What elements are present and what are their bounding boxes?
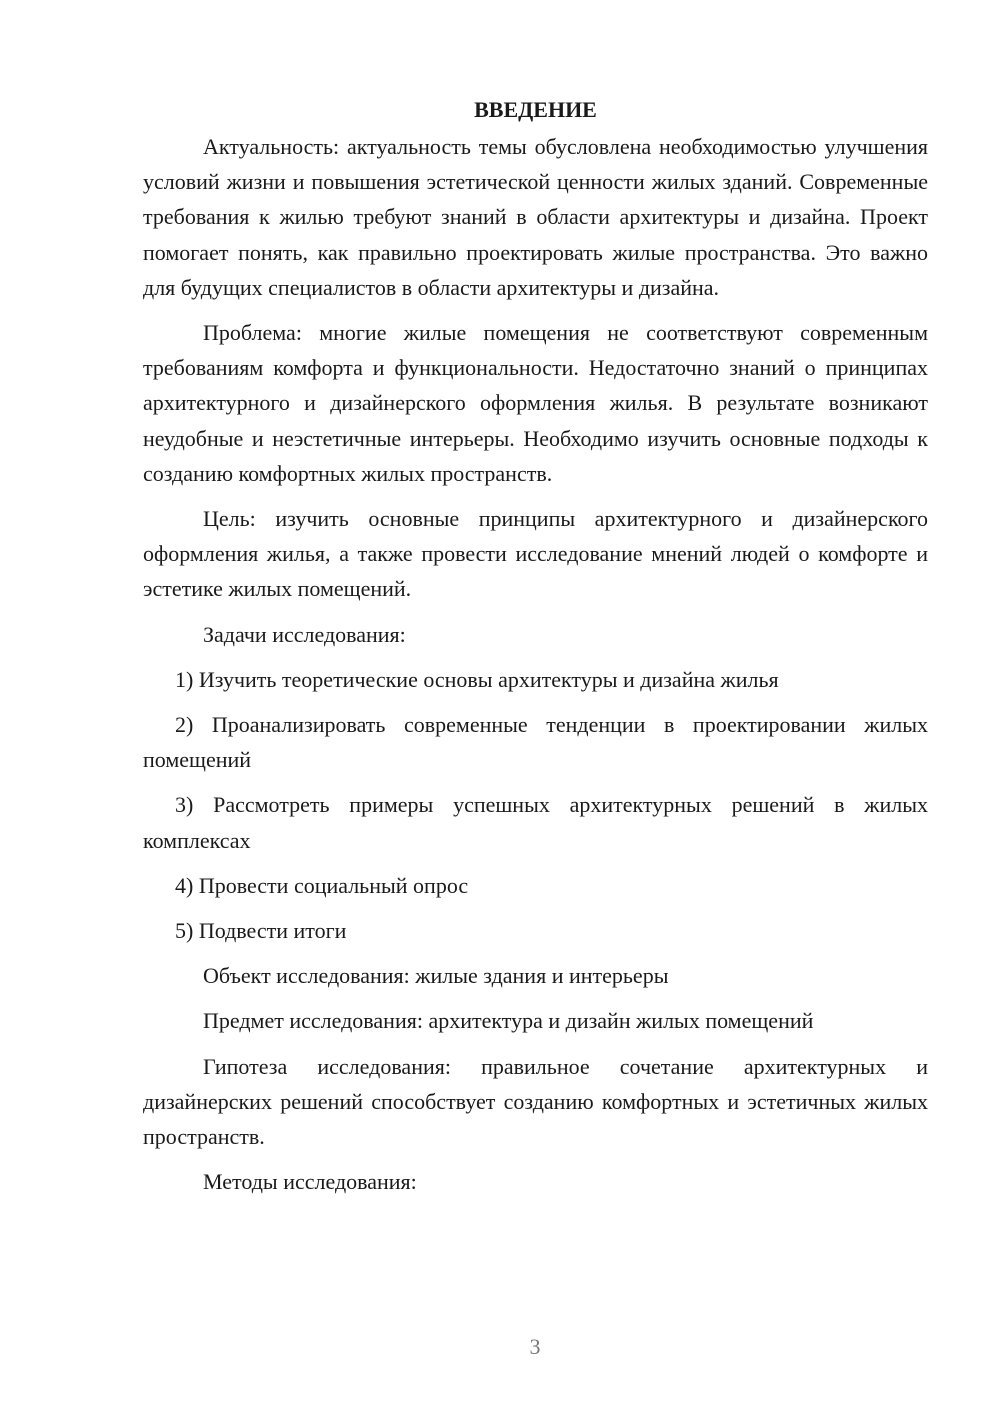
task-item-3: 3) Рассмотреть примеры успешных архитектурных решений в жилых комплексах: [143, 792, 928, 853]
methods-heading: Методы исследования:: [203, 1169, 417, 1195]
task-item-5: 5) Подвести итоги: [175, 918, 347, 944]
task-item-4: 4) Провести социальный опрос: [175, 872, 469, 898]
subject-paragraph: Предмет исследования: архитектура и дизайн жилых помещений: [203, 1008, 814, 1034]
goal-paragraph: Цель: изучить основные принципы архитектурного и дизайнерского оформления жилья, а также провести исследование мнений людей о комфорте и эстетике жилых помещений.: [143, 506, 928, 602]
page-title: ВВЕДЕНИЕ: [474, 97, 597, 122]
relevance-paragraph: Актуальность: актуальность темы обусловлена необходимостью улучшения условий жизни и повышения эстетической ценности жилых зданий. Современные требования к жилью требуют знаний в области архитектуры и дизайна. Проект помогает понять, как правильно проектировать жилые пространства. Это важно для будущих специалистов в области архитектуры и дизайна.: [143, 134, 928, 300]
hypothesis-paragraph: Гипотеза исследования: правильное сочетание архитектурных и дизайнерских решений способствует созданию комфортных и эстетичных жилых пространств.: [143, 1053, 928, 1150]
page-number: 3: [529, 1334, 541, 1359]
tasks-heading: Задачи исследования:: [203, 621, 406, 647]
problem-paragraph: Проблема: многие жилые помещения не соответствуют современным требованиям комфорта и функциональности. Недостаточно знаний о принципах архитектурного и дизайнерского оформления жилья. В результате возникают неудобные и неэстетичные интерьеры. Необходимо изучить основные подходы к созданию комфортных жилых пространств.: [143, 320, 928, 486]
document-page: [143, 92, 928, 1209]
task-item-1: 1) Изучить теоретические основы архитектуры и дизайна жилья: [175, 666, 779, 692]
object-paragraph: Объект исследования: жилые здания и интерьеры: [203, 963, 669, 989]
task-item-2: 2) Проанализировать современные тенденции в проектировании жилых помещений: [143, 712, 928, 773]
